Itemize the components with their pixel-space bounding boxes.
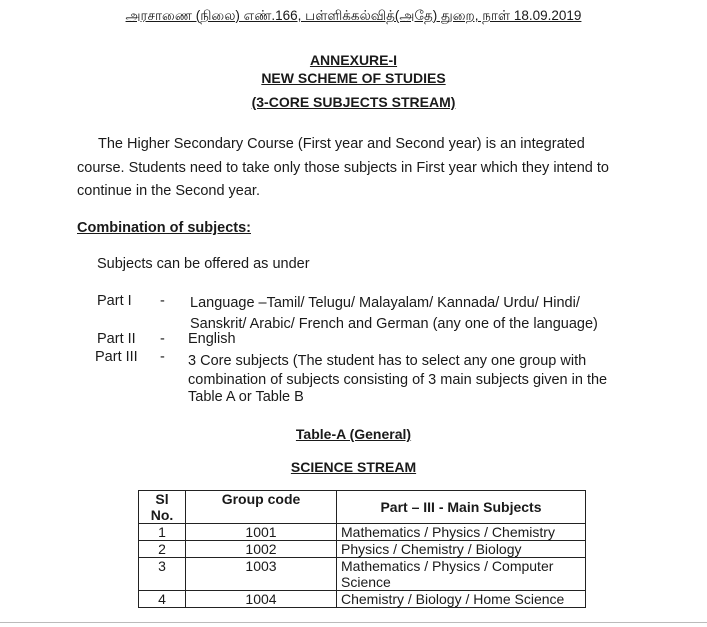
table-header-row <box>139 491 586 524</box>
part-3-label: Part III <box>95 349 138 365</box>
table-row <box>139 558 586 591</box>
row-2-code: 1002 <box>186 541 337 558</box>
row-1-subjects: Mathematics / Physics / Chemistry <box>337 524 586 541</box>
page-bottom-divider <box>0 622 707 623</box>
no-header-text: No. <box>150 507 174 523</box>
part-2-label: Part II <box>97 331 136 347</box>
row-1-sl: 1 <box>139 524 186 541</box>
intro-line-2: course. Students need to take only those subjects in First year which they intend to <box>77 160 609 176</box>
row-3-subjects <box>337 558 586 591</box>
row-4-code: 1004 <box>186 591 337 608</box>
intro-line-1: The Higher Secondary Course (First year and Second year) is an integrated <box>98 136 585 152</box>
annexure-title: ANNEXURE-I <box>309 52 398 68</box>
group-code-header: Group code <box>186 491 337 524</box>
sl-header-text: Sl <box>155 491 169 507</box>
table-row <box>139 524 586 541</box>
scheme-title: NEW SCHEME OF STUDIES <box>261 70 446 86</box>
government-order-header: அரசாணை (நிலை) எண்.166, பள்ளிக்கல்வித்(அதே) துறை, நாள் 18.09.2019 <box>125 8 582 23</box>
row-3-subjects-line-2: Science <box>341 574 391 590</box>
table-row <box>139 541 586 558</box>
part-2-line-1: English <box>188 331 236 347</box>
row-2-subjects: Physics / Chemistry / Biology <box>337 541 586 558</box>
row-2-sl: 2 <box>139 541 186 558</box>
main-subjects-header: Part – III - Main Subjects <box>337 491 586 524</box>
part-1-line-2: Sanskrit/ Arabic/ French and German (any one of the language) <box>190 316 598 332</box>
stream-title: (3-CORE SUBJECTS STREAM) <box>251 94 456 110</box>
part-1-label: Part I <box>97 293 132 309</box>
part-3-line-1: 3 Core subjects (The student has to select any one group with <box>188 353 587 369</box>
row-4-subjects: Chemistry / Biology / Home Science <box>337 591 586 608</box>
sl-no-header <box>139 491 186 524</box>
combination-heading: Combination of subjects: <box>77 220 251 236</box>
science-stream-table <box>138 490 586 608</box>
part-3-line-3: Table A or Table B <box>188 389 304 405</box>
row-3-subjects-line-1: Mathematics / Physics / Computer <box>341 558 554 574</box>
table-row <box>139 591 586 608</box>
row-3-code: 1003 <box>186 558 337 591</box>
row-4-sl: 4 <box>139 591 186 608</box>
part-1-dash: - <box>160 293 165 309</box>
part-1-line-1: Language –Tamil/ Telugu/ Malayalam/ Kannada/ Urdu/ Hindi/ <box>190 295 580 311</box>
table-a-title: Table-A (General) <box>295 426 412 442</box>
intro-line-3: continue in the Second year. <box>77 183 260 199</box>
part-2-dash: - <box>160 331 165 347</box>
row-1-code: 1001 <box>186 524 337 541</box>
offered-text: Subjects can be offered as under <box>97 256 310 272</box>
row-3-sl: 3 <box>139 558 186 591</box>
science-stream-title: SCIENCE STREAM <box>290 459 417 475</box>
part-3-dash: - <box>160 349 165 365</box>
part-3-line-2: combination of subjects consisting of 3 main subjects given in the <box>188 372 608 388</box>
